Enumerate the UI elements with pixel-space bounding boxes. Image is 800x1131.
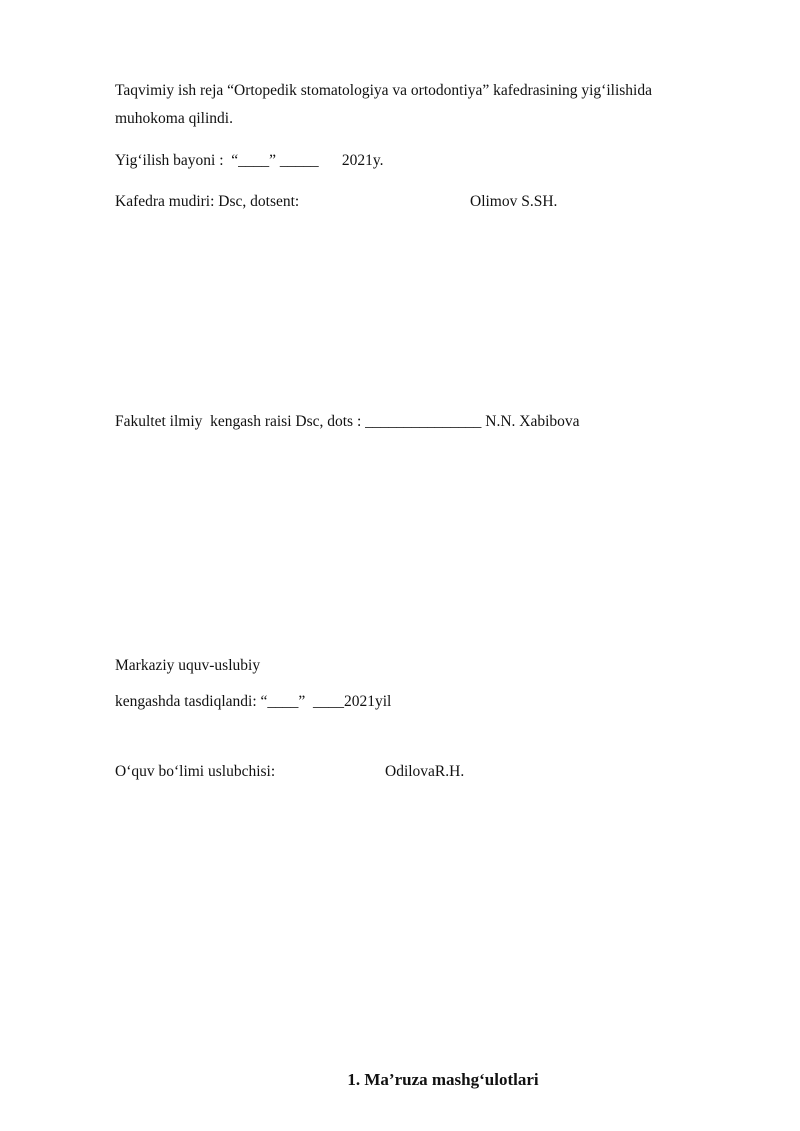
central-council-line-2: kengashda tasdiqlandi: “____” ____2021yil xyxy=(115,693,392,710)
central-council-line-1: Markaziy uquv-uslubiy xyxy=(115,657,261,674)
methodist-name: OdilovaR.H. xyxy=(385,763,465,780)
intro-line-2: muhokoma qilindi. xyxy=(115,110,233,127)
meeting-protocol-line: Yig‘ilish bayoni : “____” _____ 2021y. xyxy=(115,152,384,169)
department-head-label: Kafedra mudiri: Dsc, dotsent: xyxy=(115,193,300,210)
intro-line-1: Taqvimiy ish reja “Ortopedik stomatologiya va ortodontiya” kafedrasining yig‘ilishida xyxy=(115,82,652,99)
section-heading: 1. Ma’ruza mashg‘ulotlari xyxy=(347,1070,539,1089)
methodist-label: O‘quv bo‘limi uslubchisi: xyxy=(115,763,276,780)
department-head-name: Olimov S.SH. xyxy=(470,193,558,210)
faculty-council-line: Fakultet ilmiy kengash raisi Dsc, dots : _______________ N.N. Xabibova xyxy=(115,413,580,430)
